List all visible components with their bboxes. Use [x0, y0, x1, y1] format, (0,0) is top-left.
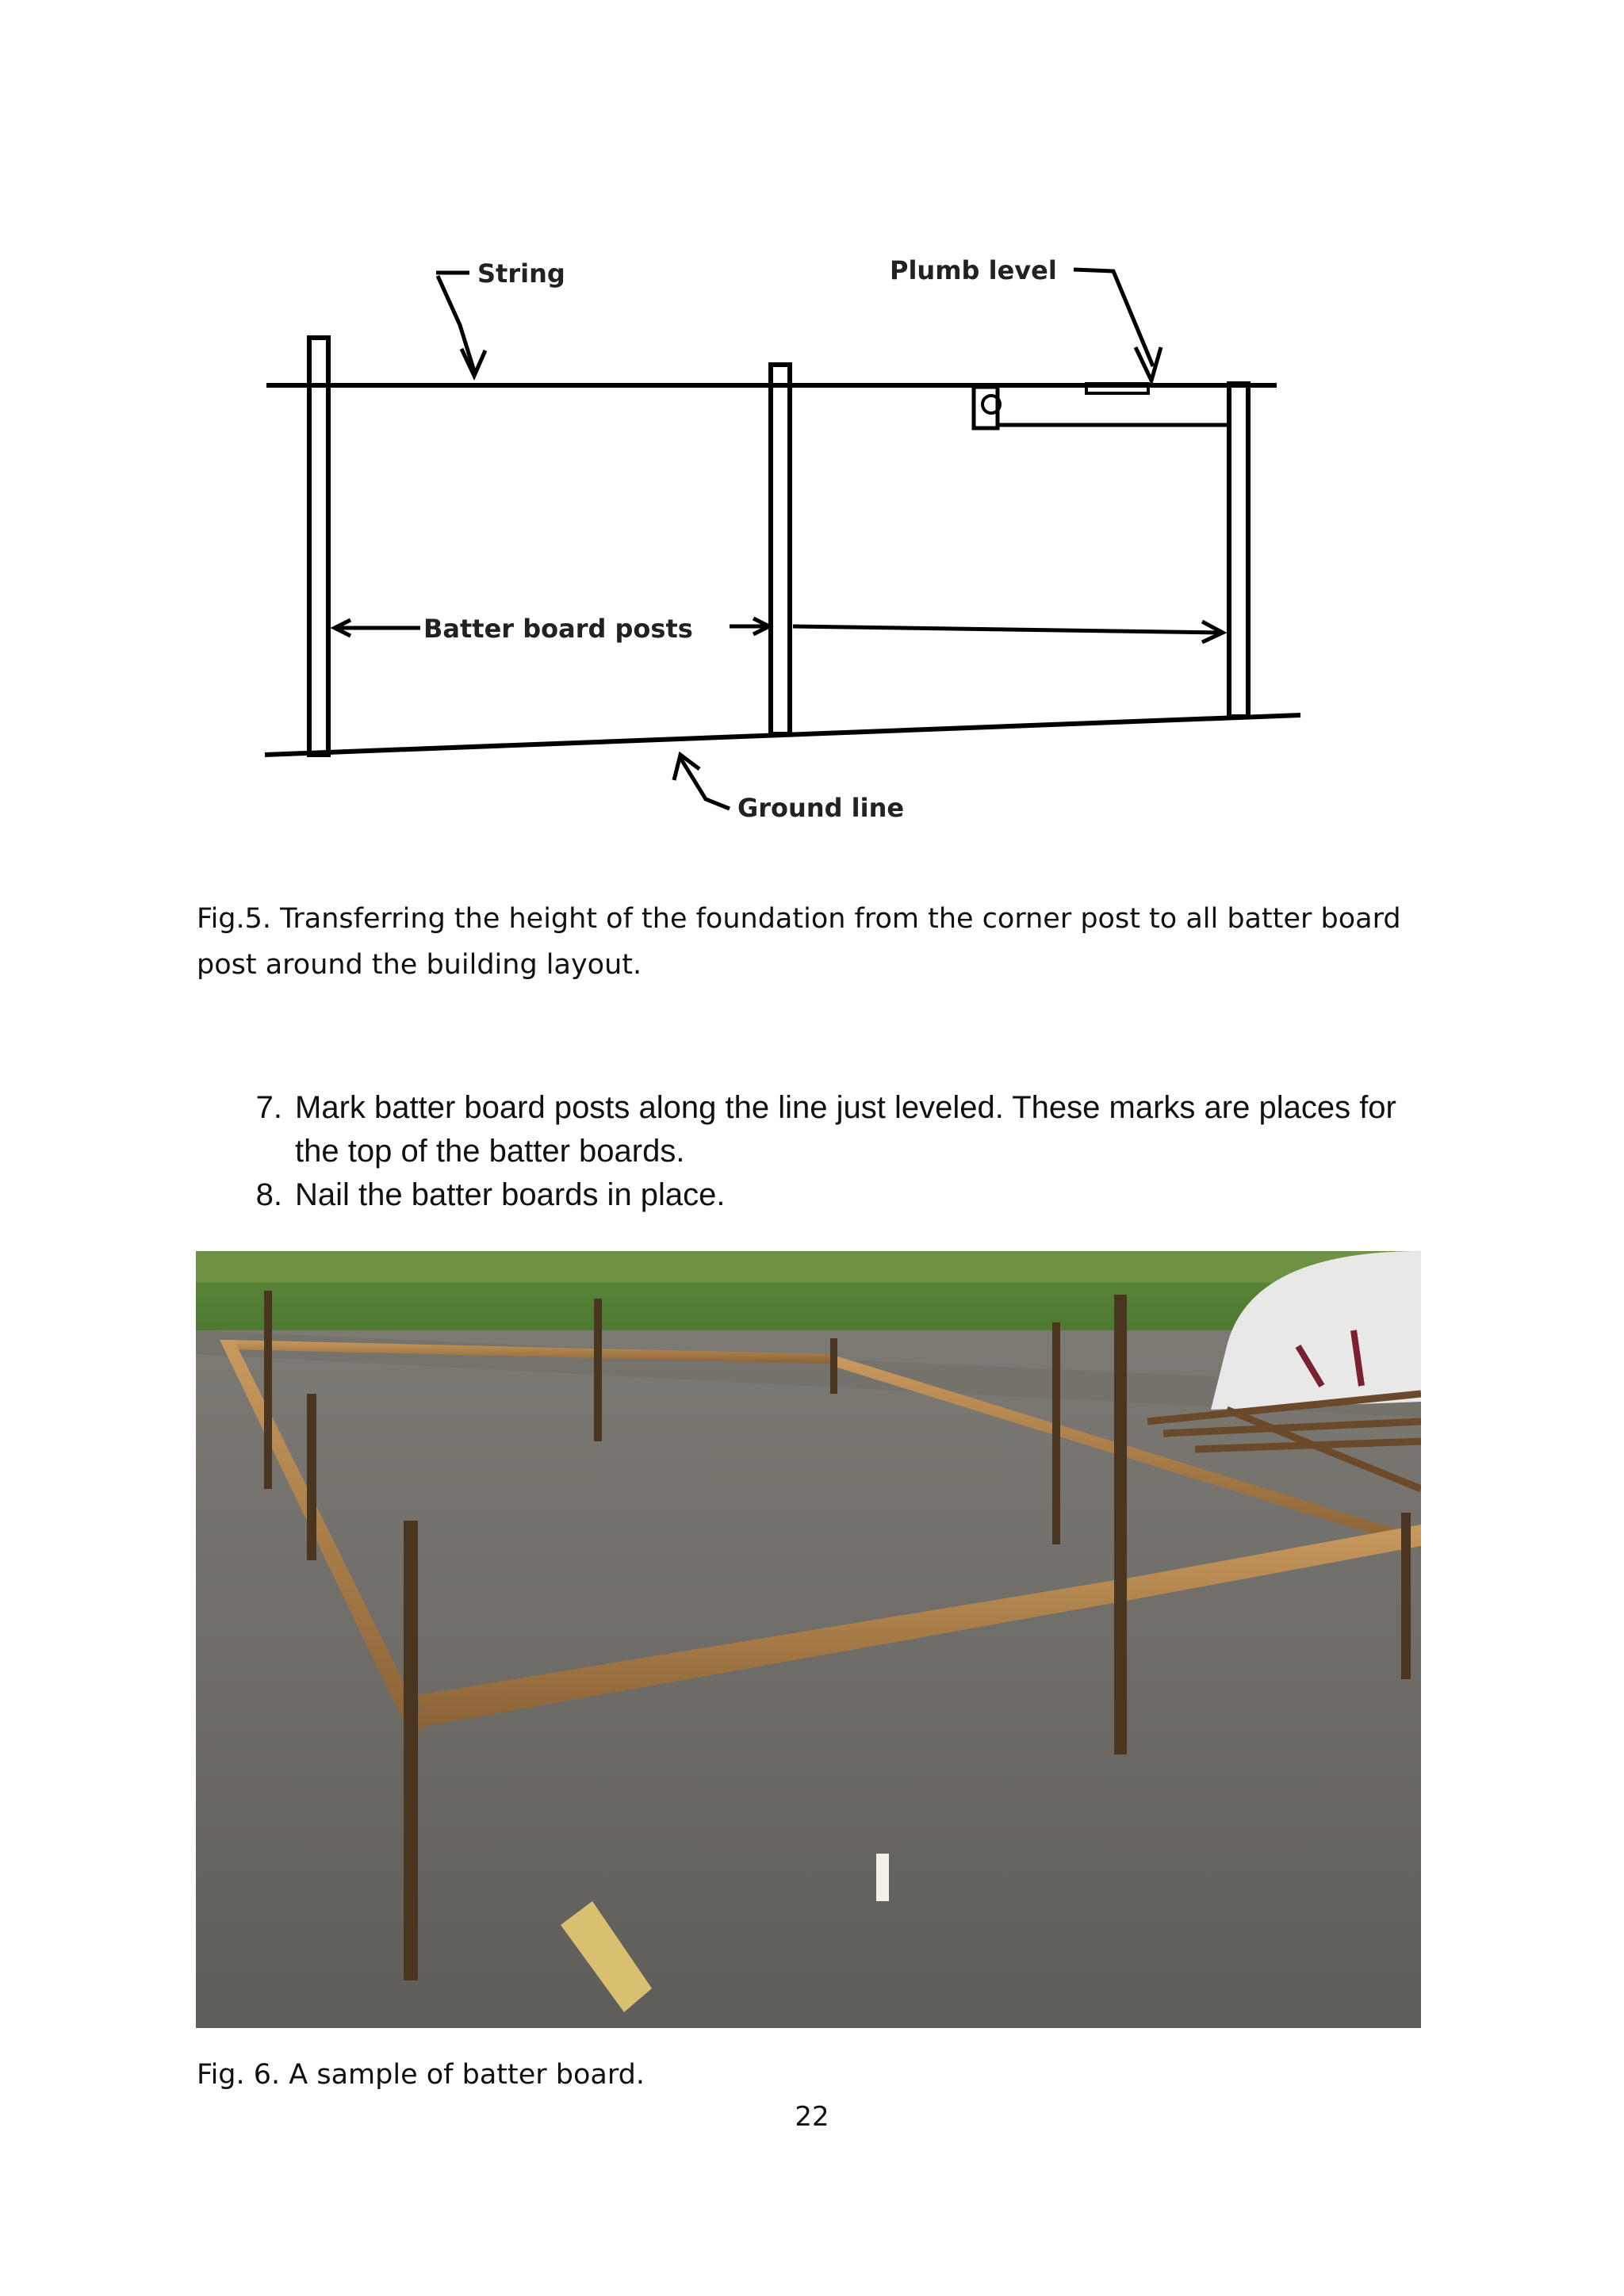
step-number: 7. [255, 1090, 282, 1125]
step-item [238, 1173, 1443, 1217]
pvc-pipe [876, 1854, 889, 1901]
figure-6-caption: Fig. 6. A sample of batter board. [197, 2059, 645, 2091]
label-ground-line: Ground line [737, 793, 905, 823]
label-plumb-level: Plumb level [890, 255, 1057, 285]
label-string: String [477, 258, 565, 289]
figure-6-photo [196, 1251, 1421, 2028]
figure-5-caption: Fig.5. Transferring the height of the foundation from the corner post to all batter board post around the building layout. [197, 903, 1401, 981]
figure-5-diagram [262, 230, 1316, 856]
step-item [238, 1086, 1443, 1173]
instruction-steps [238, 1086, 1443, 1217]
gravel-ground [196, 1330, 1421, 2028]
batter-board-post-right [1229, 384, 1248, 717]
step-text: Nail the batter boards in place. [295, 1177, 726, 1212]
batter-board-post-left [309, 338, 328, 755]
label-batter-board-posts: Batter board posts [423, 614, 693, 644]
step-number: 8. [255, 1177, 282, 1212]
plumb-level-tool [974, 384, 1231, 428]
step-text: Mark batter board posts along the line just leveled. These marks are places for the top of the batter boards. [295, 1090, 1396, 1169]
page-number: 22 [795, 2101, 829, 2133]
batter-board-post-middle [771, 365, 790, 734]
